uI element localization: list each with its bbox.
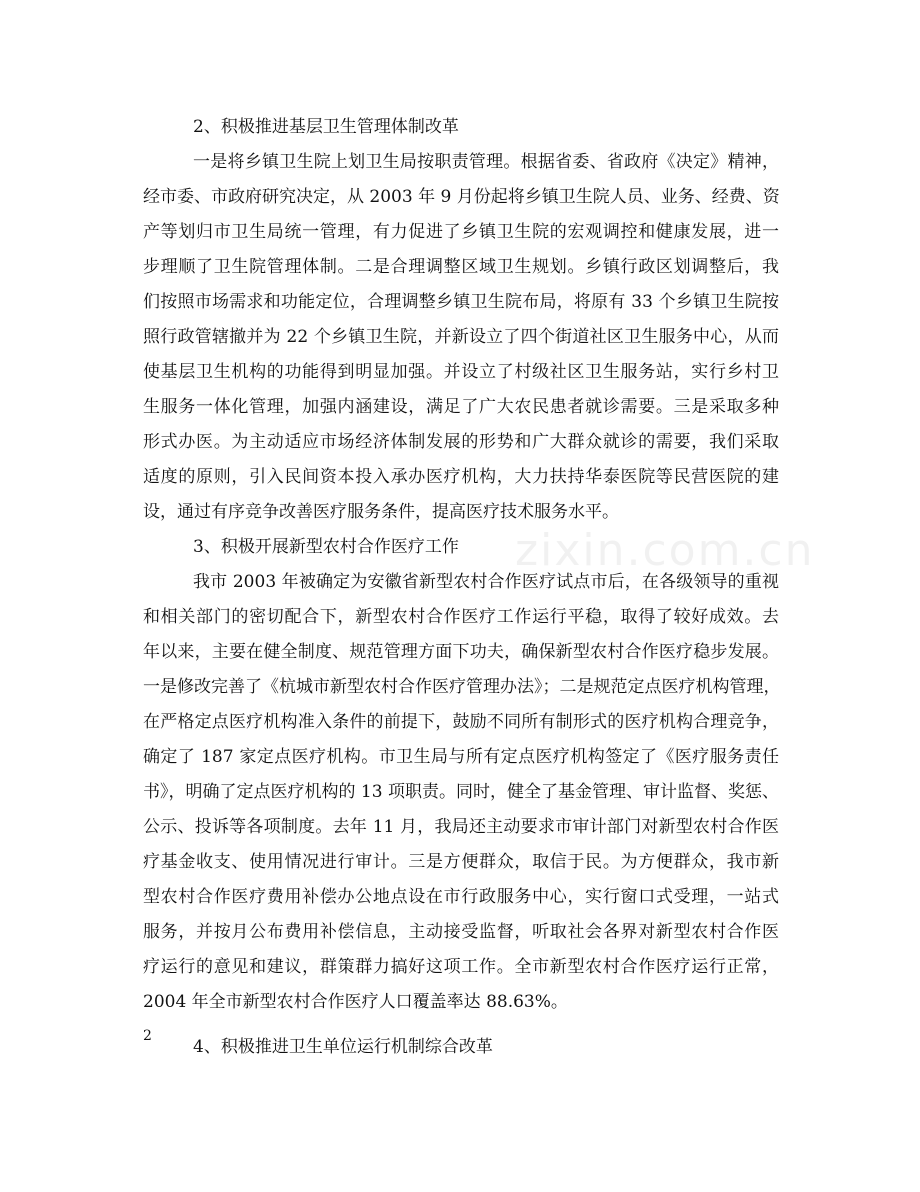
paragraph-line: 公示、投诉等各项制度。去年 11 月，我局还主动要求市审计部门对新型农村合作医 [143,817,779,837]
paragraph-line: 产等划归市卫生局统一管理，有力促进了乡镇卫生院的宏观调控和健康发展，进一 [143,222,779,242]
paragraph-line: 设，通过有序竞争改善医疗服务条件，提高医疗技术服务水平。 [143,502,619,522]
section-paragraph [143,145,779,530]
paragraph-line: 和相关部门的密切配合下，新型农村合作医疗工作运行平稳，取得了较好成效。去 [143,607,779,627]
paragraph-line: 照行政管辖撤并为 22 个乡镇卫生院，并新设立了四个街道社区卫生服务中心，从而 [143,327,779,347]
paragraph-line: 书》，明确了定点医疗机构的 13 项职责。同时，健全了基金管理、审计监督、奖惩、 [143,782,779,802]
paragraph-line: 一是修改完善了《杭城市新型农村合作医疗管理办法》；二是规范定点医疗机构管理， [143,677,781,697]
paragraph-line: 步理顺了卫生院管理体制。二是合理调整区域卫生规划。乡镇行政区划调整后，我 [143,257,779,277]
paragraph-line: 在严格定点医疗机构准入条件的前提下，鼓励不同所有制形式的医疗机构合理竞争， [143,712,779,732]
paragraph-line: 一是将乡镇卫生院上划卫生局按职责管理。根据省委、省政府《决定》精神， [193,152,779,172]
paragraph-line: 形式办医。为主动适应市场经济体制发展的形势和广大群众就诊的需要，我们采取 [143,432,779,452]
paragraph-line: 经市委、市政府研究决定，从 2003 年 9 月份起将乡镇卫生院人员、业务、经费、资 [143,187,780,207]
paragraph-line: 确定了 187 家定点医疗机构。市卫生局与所有定点医疗机构签定了《医疗服务责任 [143,747,779,767]
paragraph-line: 使基层卫生机构的功能得到明显加强。并设立了村级社区卫生服务站，实行乡村卫 [143,362,779,382]
document-body [143,110,779,1065]
paragraph-line: 年以来，主要在健全制度、规范管理方面下功夫，确保新型农村合作医疗稳步发展。 [143,642,779,662]
section-heading: 4、积极推进卫生单位运行机制综合改革 [193,1037,493,1057]
section-spacer [143,1020,779,1030]
section-heading: 3、积极开展新型农村合作医疗工作 [193,537,459,557]
watermark: zixin.com.cn [515,525,815,576]
paragraph-line: 服务，并按月公布费用补偿信息，主动接受监督，听取社会各界对新型农村合作医 [143,922,779,942]
section-paragraph [143,565,779,1020]
paragraph-line: 们按照市场需求和功能定位，合理调整乡镇卫生院布局，将原有 33 个乡镇卫生院按 [143,292,779,312]
paragraph-line: 我市 2003 年被确定为安徽省新型农村合作医疗试点市后，在各级领导的重视 [193,572,779,592]
paragraph-line: 疗运行的意见和建议，群策群力搞好这项工作。全市新型农村合作医疗运行正常， [143,957,779,977]
page-number: 2 [143,1028,152,1044]
paragraph-line: 疗基金收支、使用情况进行审计。三是方便群众，取信于民。为方便群众，我市新 [143,852,779,872]
paragraph-line: 适度的原则，引入民间资本投入承办医疗机构，大力扶持华泰医院等民营医院的建 [143,467,779,487]
paragraph-line: 生服务一体化管理，加强内涵建设，满足了广大农民患者就诊需要。三是采取多种 [143,397,779,417]
paragraph-line: 型农村合作医疗费用补偿办公地点设在市行政服务中心，实行窗口式受理，一站式 [143,887,779,907]
paragraph-line: 2004 年全市新型农村合作医疗人口覆盖率达 88.63%。 [143,992,568,1012]
section-heading: 2、积极推进基层卫生管理体制改革 [193,117,459,137]
